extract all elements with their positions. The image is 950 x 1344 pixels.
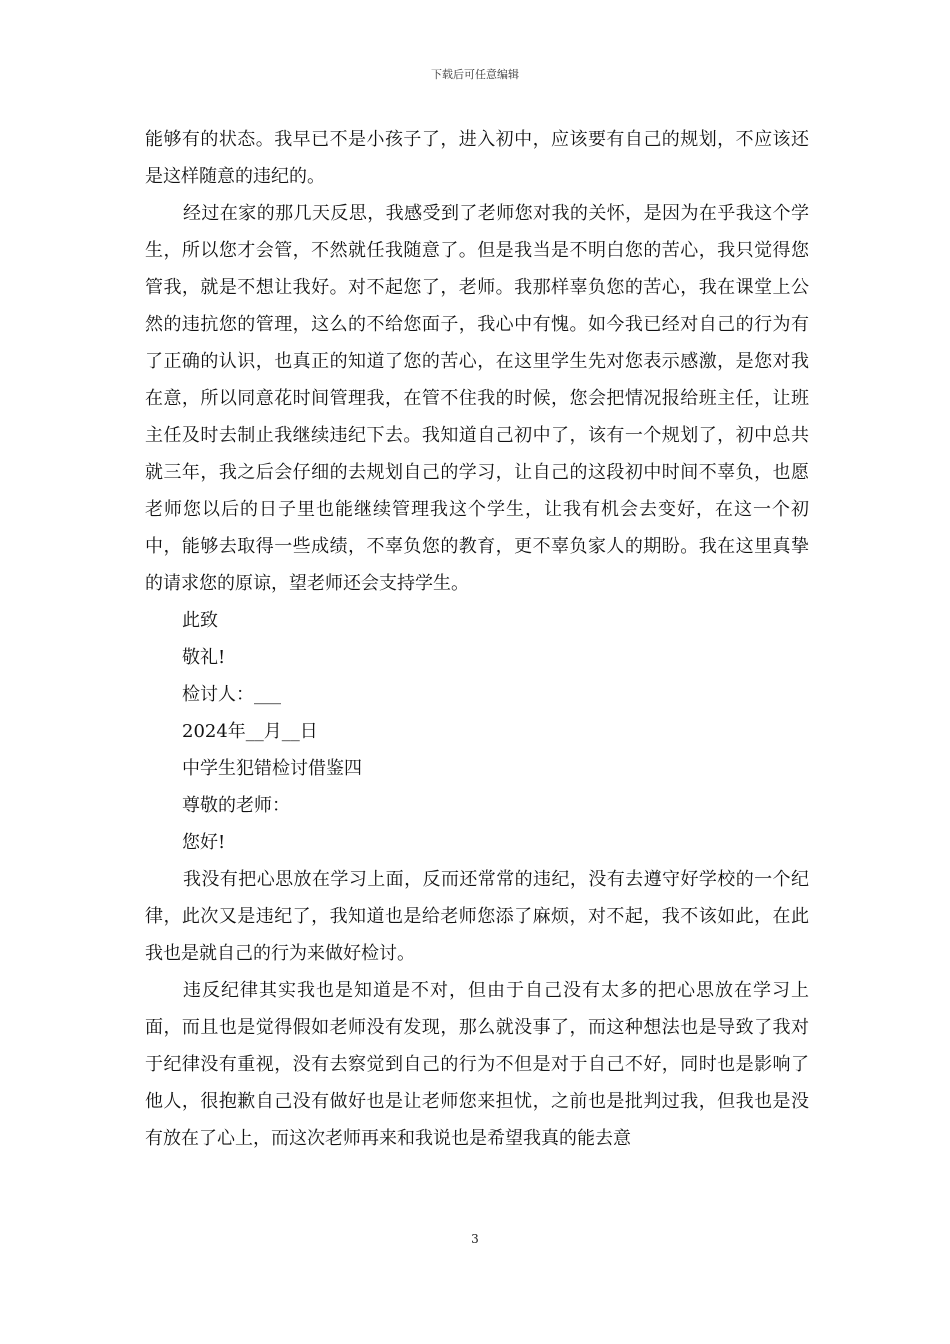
- page-number: 3: [471, 1232, 479, 1246]
- page-header-note: 下载后可任意编辑: [431, 68, 519, 81]
- salutation-line: 尊敬的老师：: [182, 795, 290, 816]
- date-line: 2024年__月__日: [182, 721, 318, 742]
- paragraph-3: 我没有把心思放在学习上面，反而还常常的违纪，没有去遵守好学校的一个纪律，此次又是违纪了，我知道也是给老师您添了麻烦，对不起，我不该如此，在此我也是就自己的行为来做好检讨。: [145, 869, 809, 964]
- signer-line: 检讨人：___: [182, 684, 281, 705]
- closing-line-2: 敬礼!: [182, 647, 226, 668]
- closing-line-1: 此致: [182, 610, 218, 631]
- paragraph-1: 能够有的状态。我早已不是小孩子了，进入初中，应该要有自己的规划，不应该还是这样随意的违纪的。: [145, 129, 809, 187]
- paragraph-2: 经过在家的那几天反思，我感受到了老师您对我的关怀，是因为在乎我这个学生，所以您才会管，不然就任我随意了。但是我当是不明白您的苦心，我只觉得您管我，就是不想让我好。对不起您了，老师。我那样辜负您的苦心，我在课堂上公然的违抗您的管理，这么的不给您面子，我心中有愧。如今我已经对自己的行为有了正确的认识，也真正的知道了您的苦心，在这里学生先对您表示感激，是您对我在意，所以同意花时间管理我，在管不住我的时候，您会把情况报给班主任，让班主任及时去制止我继续违纪下去。我知道自己初中了，该有一个规划了，初中总共就三年，我之后会仔细的去规划自己的学习，让自己的这段初中时间不辜负，也愿老师您以后的日子里也能继续管理我这个学生，让我有机会去变好，在这一个初中，能够去取得一些成绩，不辜负您的教育，更不辜负家人的期盼。我在这里真挚的请求您的原谅，望老师还会支持学生。: [145, 203, 809, 594]
- greeting-line: 您好!: [182, 832, 226, 853]
- paragraph-4: 违反纪律其实我也是知道是不对，但由于自己没有太多的把心思放在学习上面，而且也是觉得假如老师没有发现，那么就没事了，而这种想法也是导致了我对于纪律没有重视，没有去察觉到自己的行为不但是对于自己不好，同时也是影响了他人，很抱歉自己没有做好也是让老师您来担忧，之前也是批判过我，但我也是没有放在了心上，而这次老师再来和我说也是希望我真的能去意: [145, 980, 809, 1149]
- section-title: 中学生犯错检讨借鉴四: [182, 758, 362, 779]
- document-body: [145, 121, 809, 1157]
